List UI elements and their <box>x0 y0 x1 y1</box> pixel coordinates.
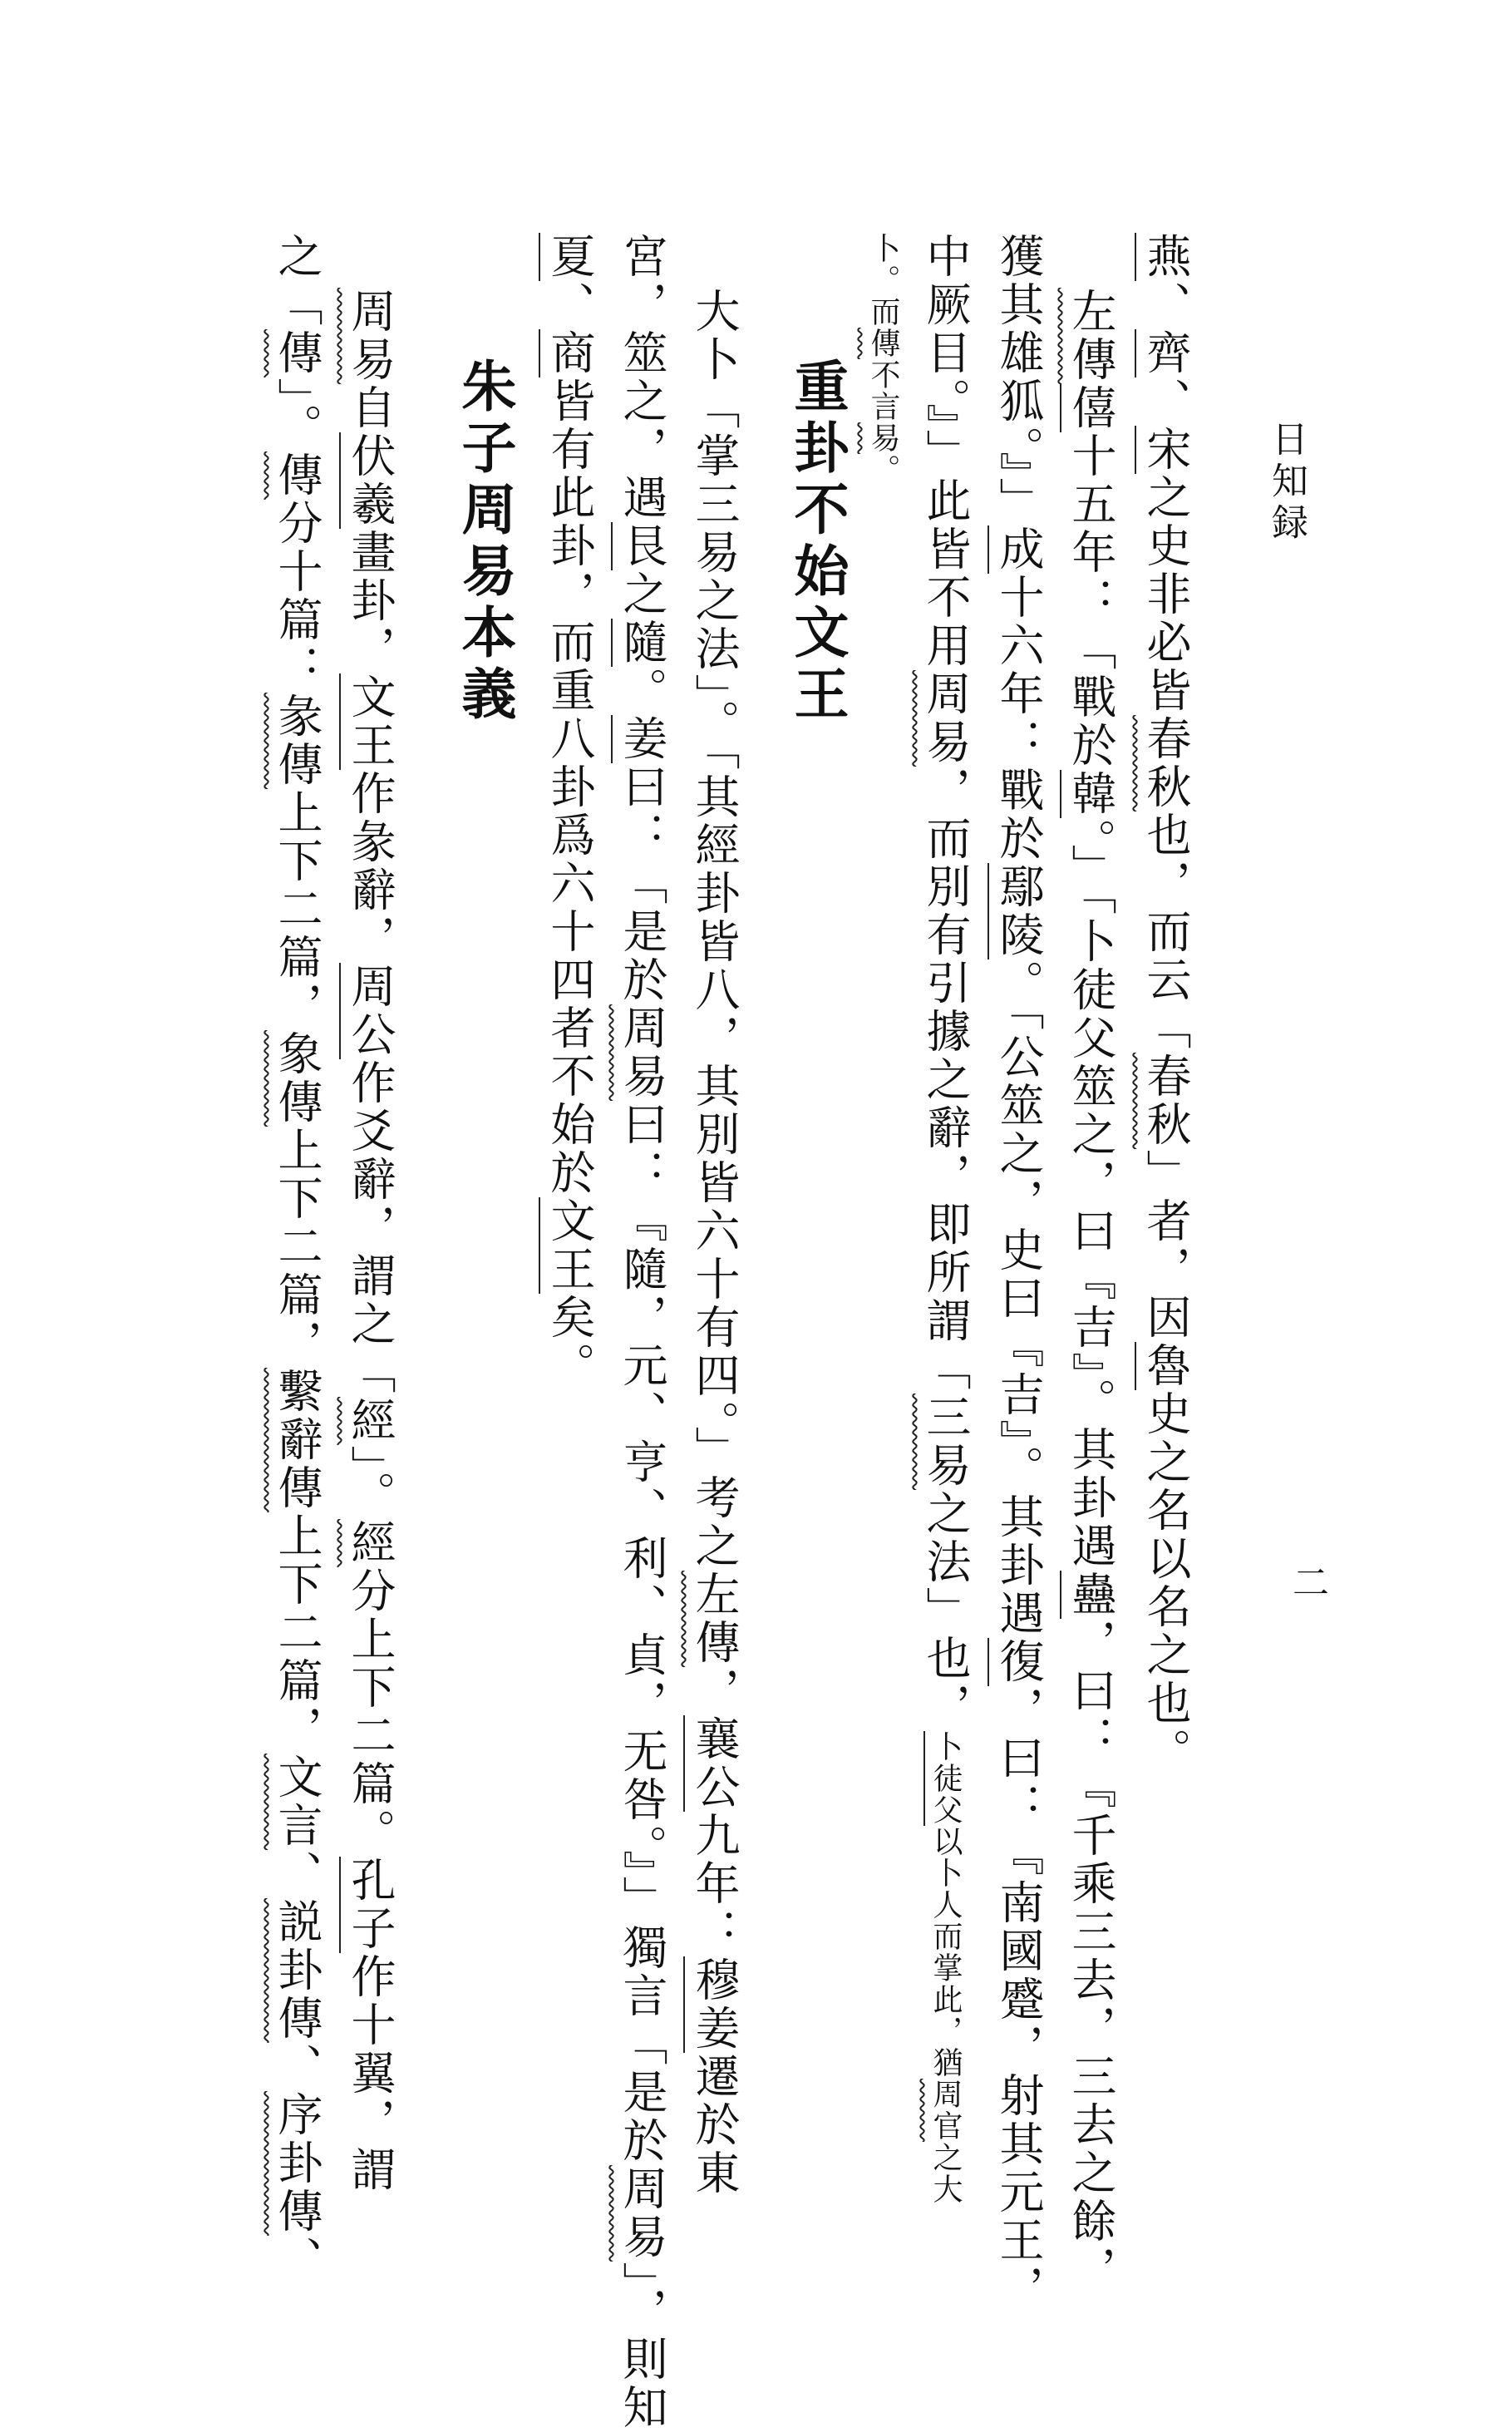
book-title: 彖傳 <box>271 693 323 789</box>
proper-name: 韓 <box>1060 770 1117 818</box>
text-segment: 作彖辭， <box>344 770 396 963</box>
proper-name: 成 <box>987 525 1045 574</box>
text-segment: 、 <box>1140 281 1192 329</box>
text-column-5 <box>860 233 905 486</box>
text-segment: ， <box>688 1667 741 1715</box>
section-heading-1 <box>785 358 850 727</box>
text-segment: 、 <box>271 2043 323 2091</box>
book-title: 傳 <box>271 329 323 377</box>
book-title: 春秋 <box>1140 715 1192 811</box>
book-title: 序卦傳 <box>271 2091 323 2236</box>
proper-name: 艮 <box>611 522 668 570</box>
text-segment: 畫卦， <box>344 529 396 673</box>
proper-name: 隨 <box>611 619 668 667</box>
proper-name: 齊 <box>1135 329 1192 377</box>
proper-name: 蠱 <box>1060 1571 1117 1619</box>
text-segment: 中厥目。』」此皆不用 <box>919 233 972 670</box>
book-title: 象傳 <box>271 1030 323 1127</box>
running-title: 日知録 <box>1265 420 1308 545</box>
text-segment: 」，則知 <box>616 2262 668 2432</box>
text-segment: 自 <box>344 384 396 432</box>
text-segment: 遷於東 <box>688 2053 741 2198</box>
text-segment: 之 <box>616 570 668 619</box>
book-title: 周易 <box>616 2165 668 2262</box>
text-segment: 」。 <box>271 377 323 451</box>
text-segment: 之「 <box>271 233 323 329</box>
proper-name: 復 <box>987 1638 1045 1686</box>
text-column-6 <box>688 233 741 2198</box>
text-segment: 之法」也， <box>919 1490 972 1731</box>
text-segment: 也，而云「 <box>1140 811 1192 1053</box>
heading-text: 重卦不始文王 <box>785 358 850 727</box>
proper-name: 襄公 <box>683 1715 741 1812</box>
text-column-9 <box>344 233 396 2194</box>
text-segment: 史之名以名之也。 <box>1140 1390 1192 1776</box>
text-segment: 分十篇： <box>271 500 323 693</box>
proper-name: 僖 <box>1060 384 1117 432</box>
text-segment: 上下二篇， <box>271 789 323 1030</box>
book-title: 左傳 <box>688 1571 741 1667</box>
proper-name: 魯 <box>1135 1342 1192 1390</box>
section-heading-2 <box>452 358 517 727</box>
commentary-book-title: 易 <box>866 422 900 454</box>
book-title: 三易 <box>919 1394 972 1490</box>
text-column-7 <box>616 233 668 2432</box>
text-segment: 作爻辭，謂之「 <box>344 1059 396 1397</box>
commentary-text-segment: 之大 <box>928 2142 963 2205</box>
book-title: 經 <box>344 1519 396 1567</box>
commentary-text-segment: 。 <box>866 454 900 486</box>
proper-name: 文王 <box>539 1197 596 1294</box>
text-column-4 <box>919 233 972 2205</box>
commentary-proper-name: 卜徒父 <box>923 1731 963 1826</box>
book-title: 春秋 <box>1140 1053 1192 1149</box>
proper-name: 孔子 <box>339 1857 396 1953</box>
proper-name: 伏羲 <box>339 432 396 529</box>
text-segment: 「戰於 <box>1065 625 1117 770</box>
text-segment: 。」「卜徒父筮之，曰『吉』。其卦遇 <box>1065 818 1117 1571</box>
book-title: 説卦傳 <box>271 1898 323 2043</box>
text-segment: 上下二篇， <box>271 1127 323 1368</box>
commentary-book-title: 傳 <box>866 328 900 359</box>
text-segment: 。「公筮之，史曰『吉』。其卦遇 <box>992 959 1045 1638</box>
text-segment: 矣。 <box>544 1294 596 1390</box>
text-segment: 宮，筮之，遇 <box>616 233 668 522</box>
text-column-10 <box>271 233 323 2284</box>
book-title: 周易 <box>344 288 396 384</box>
proper-name: 姜 <box>611 715 668 763</box>
proper-name: 鄢陵 <box>987 863 1045 959</box>
proper-name: 文王 <box>339 673 396 770</box>
text-segment: 、 <box>271 2236 323 2284</box>
proper-name: 商 <box>539 329 596 377</box>
text-segment: 十五年： <box>1065 432 1117 625</box>
text-column-3 <box>992 233 1045 2313</box>
book-title: 傳 <box>271 451 323 500</box>
commentary-text-segment: 卜。而 <box>866 233 900 328</box>
text-segment: 九年： <box>688 1812 741 1956</box>
text-segment: 、 <box>271 1850 323 1898</box>
commentary-book-title: 周官 <box>928 2079 963 2142</box>
proper-name: 周公 <box>339 963 396 1059</box>
text-segment: 之史非必皆 <box>1140 474 1192 715</box>
text-column-8 <box>544 233 596 1390</box>
proper-name: 夏 <box>539 233 596 281</box>
commentary-text-segment: 不言 <box>866 359 900 422</box>
text-column-1 <box>1140 233 1192 1776</box>
text-segment: 大卜「掌三易之法」。「其經卦皆八，其別皆六十有四。」考之 <box>688 288 741 1571</box>
proper-name: 燕 <box>1135 233 1192 281</box>
text-segment: ，曰：『千乘三去，三去之餘， <box>1065 1619 1117 2294</box>
commentary-text-segment: 以卜人而掌此，猶 <box>928 1826 963 2079</box>
heading-text: 朱子周易本義 <box>452 358 517 727</box>
text-segment: 」。 <box>344 1445 396 1519</box>
text-segment: 十六年：戰於 <box>992 574 1045 863</box>
proper-name: 穆姜 <box>683 1956 741 2053</box>
book-title: 繫辭傳 <box>271 1368 323 1512</box>
book-title: 周易 <box>919 670 972 767</box>
text-segment: 上下二篇， <box>271 1512 323 1754</box>
page-number: 二 <box>1286 1563 1328 1600</box>
text-segment: 皆有此卦，而重八卦爲六十四者不始於 <box>544 377 596 1197</box>
text-segment: ，曰：『南國蹙，射其元王， <box>992 1686 1045 2313</box>
text-segment: ，而別有引據之辭，即所謂「 <box>919 767 972 1394</box>
text-segment: 曰：「是於 <box>616 763 668 1004</box>
book-title: 左傳 <box>1065 288 1117 384</box>
book-title: 文言 <box>271 1754 323 1850</box>
text-segment: 、 <box>1140 377 1192 426</box>
text-segment: 分上下二篇。 <box>344 1567 396 1857</box>
text-segment: 」者，因 <box>1140 1149 1192 1342</box>
book-title: 周易 <box>616 1004 668 1101</box>
book-title: 經 <box>344 1397 396 1445</box>
text-column-2 <box>1065 233 1117 2294</box>
text-segment: 曰：『隨，元、亨、利、貞，无咎。』」獨言「是於 <box>616 1101 668 2165</box>
text-segment: 獲其雄狐。』」 <box>992 233 1045 525</box>
text-segment: 作十翼，謂 <box>344 1953 396 2194</box>
text-segment: 、 <box>544 281 596 329</box>
proper-name: 宋 <box>1135 426 1192 474</box>
text-segment: 。 <box>616 667 668 715</box>
